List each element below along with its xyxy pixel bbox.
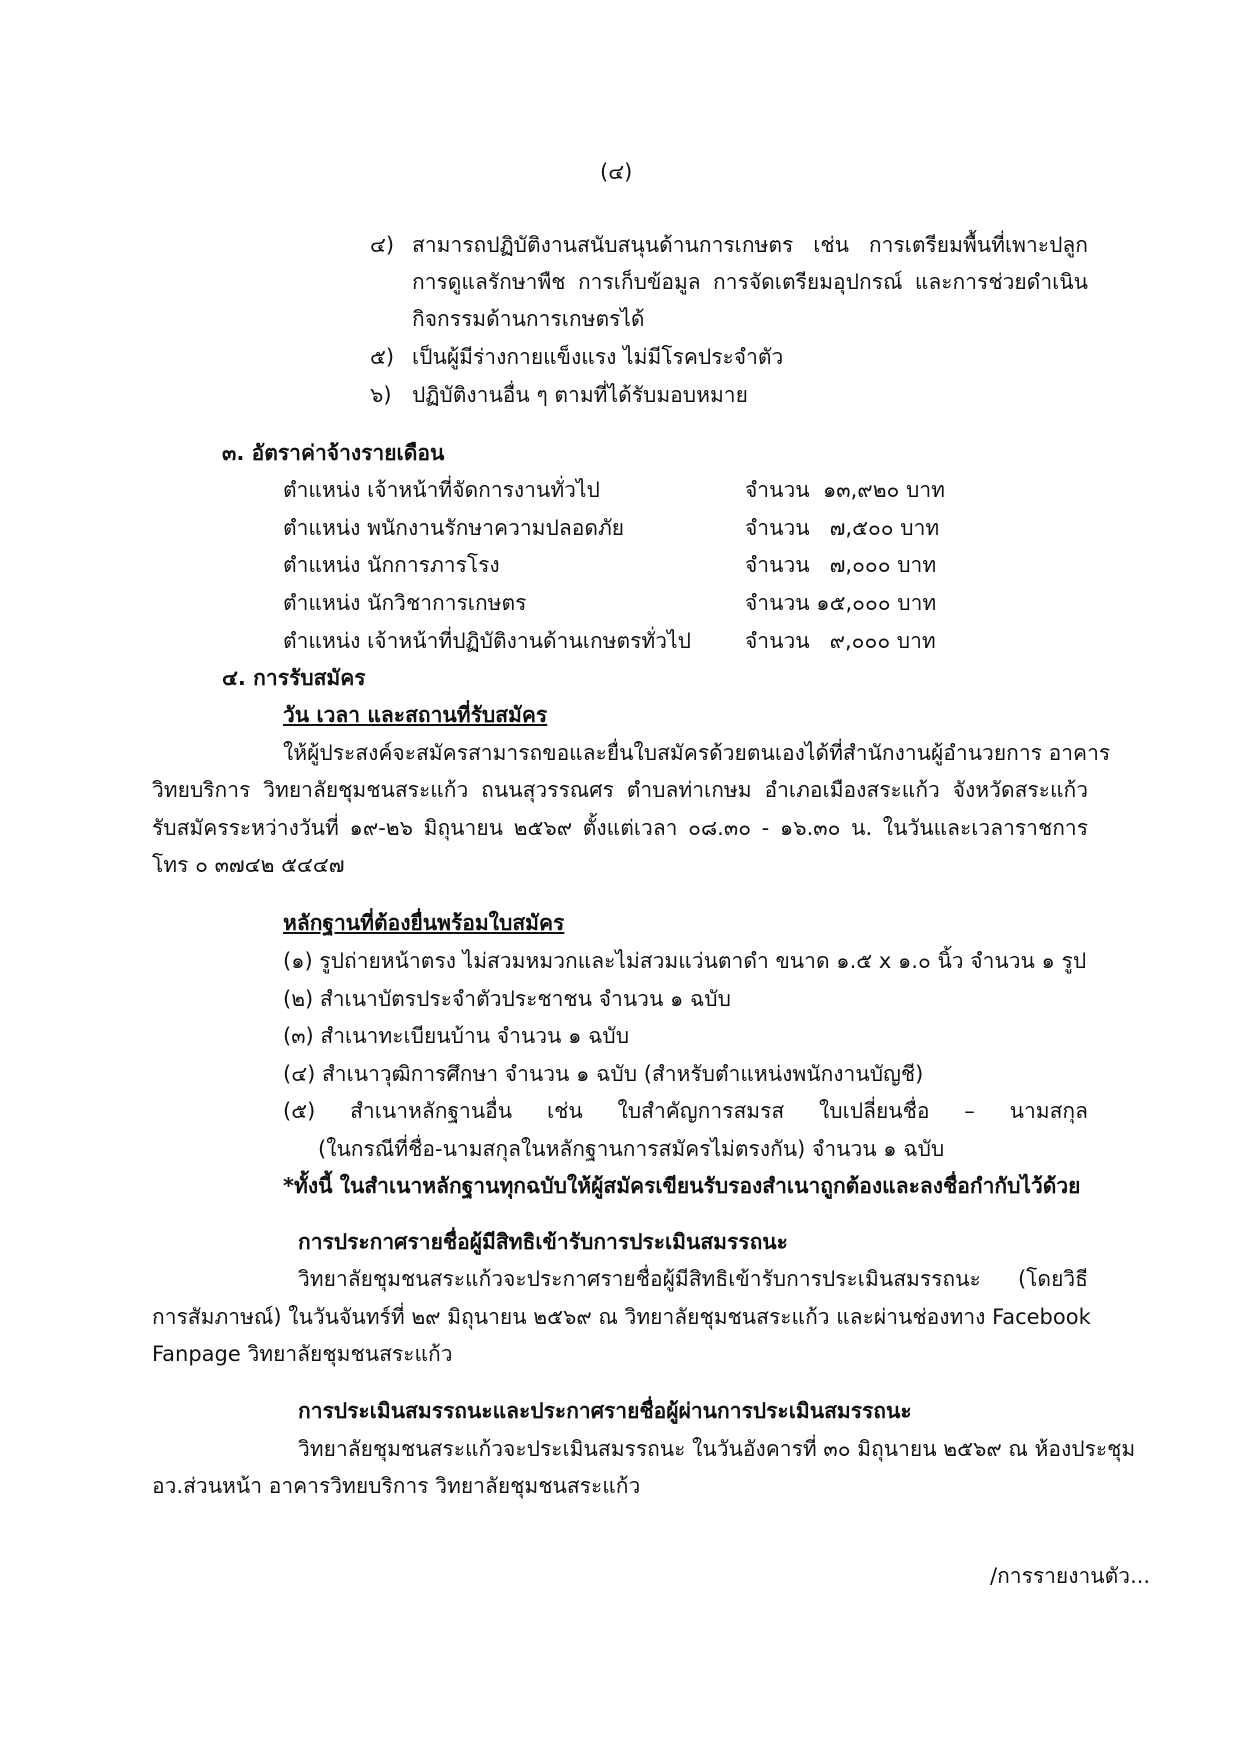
duty-4-line-2: การดูแลรักษาพืช การเก็บข้อมูล การจัดเตรียมอุปกรณ์ และการช่วยดำเนิน [412, 270, 1088, 294]
evidence-note: *ทั้งนี้ ในสำเนาหลักฐานทุกฉบับให้ผู้สมัครเขียนรับรองสำเนาถูกต้องและลงชื่อกำกับไว้ด้วย [283, 1174, 1081, 1198]
evidence-item-2: (๒) สำเนาบัตรประจำตัวประชาชน จำนวน ๑ ฉบับ [283, 987, 731, 1011]
evidence-heading: หลักฐานที่ต้องยื่นพร้อมใบสมัคร [283, 911, 565, 935]
announce-paragraph-line-1: วิทยาลัยชุมชนสระแก้วจะประกาศรายชื่อผู้มีสิทธิเข้ารับการประเมินสมรรถนะ (โดยวิธี [298, 1267, 1088, 1291]
salary-amount-2: จำนวน ๗,๕๐๐ บาท [745, 516, 940, 540]
duty-4-number: ๔) [370, 233, 395, 257]
salary-amount-3: จำนวน ๗,๐๐๐ บาท [745, 553, 937, 577]
announce-heading: การประกาศรายชื่อผู้มีสิทธิเข้ารับการประเมินสมรรถนะ [298, 1230, 788, 1254]
duty-5-line-1: เป็นผู้มีร่างกายแข็งแรง ไม่มีโรคประจำตัว [412, 345, 784, 369]
assess-heading: การประเมินสมรรถนะและประกาศรายชื่อผู้ผ่านการประเมินสมรรถนะ [298, 1399, 912, 1423]
duty-6-line-1: ปฏิบัติงานอื่น ๆ ตามที่ได้รับมอบหมาย [412, 383, 748, 407]
salary-position-5: ตำแหน่ง เจ้าหน้าที่ปฏิบัติงานด้านเกษตรทั่วไป [283, 629, 691, 653]
application-paragraph-line-1: ให้ผู้ประสงค์จะสมัครสามารถขอและยื่นใบสมัครด้วยตนเองได้ที่สำนักงานผู้อำนวยการ อาคาร [283, 741, 1111, 765]
duty-5-number: ๕) [370, 345, 395, 369]
evidence-item-5: (๕) สำเนาหลักฐานอื่น เช่น ใบสำคัญการสมรส ใบเปลี่ยนชื่อ – นามสกุล [283, 1099, 1088, 1123]
salary-position-3: ตำแหน่ง นักการภารโรง [283, 553, 500, 577]
continuation-marker: /การรายงานตัว... [990, 1564, 1151, 1588]
application-paragraph-line-2: วิทยบริการ วิทยาลัยชุมชนสระแก้ว ถนนสุวรรณศร ตำบลท่าเกษม อำเภอเมืองสระแก้ว จังหวัดสระแก้ว [152, 778, 1088, 802]
duty-4-line-1: สามารถปฏิบัติงานสนับสนุนด้านการเกษตร เช่น การเตรียมพื้นที่เพาะปลูก [412, 233, 1088, 257]
application-phone: โทร ๐ ๓๗๔๒ ๕๔๔๗ [152, 853, 345, 877]
salary-position-2: ตำแหน่ง พนักงานรักษาความปลอดภัย [283, 516, 625, 540]
announce-paragraph-line-2: การสัมภาษณ์) ในวันจันทร์ที่ ๒๙ มิถุนายน ๒๕๖๙ ณ วิทยาลัยชุมชนสระแก้ว และผ่านช่องทาง Facebook [152, 1305, 1091, 1329]
salary-position-4: ตำแหน่ง นักวิชาการเกษตร [283, 591, 527, 615]
announce-paragraph-line-3: Fanpage วิทยาลัยชุมชนสระแก้ว [152, 1342, 453, 1366]
duty-6-number: ๖) [370, 383, 392, 407]
page-number: (๔) [600, 160, 633, 184]
evidence-item-4: (๔) สำเนาวุฒิการศึกษา จำนวน ๑ ฉบับ (สำหรับตำแหน่งพนักงานบัญชี) [283, 1062, 924, 1086]
evidence-item-5-continued: (ในกรณีที่ชื่อ-นามสกุลในหลักฐานการสมัครไม่ตรงกัน) จำนวน ๑ ฉบับ [318, 1137, 945, 1161]
application-paragraph-line-3: รับสมัครระหว่างวันที่ ๑๙-๒๖ มิถุนายน ๒๕๖๙ ตั้งแต่เวลา ๐๘.๓๐ - ๑๖.๓๐ น. ในวันและเวลาราชการ [152, 816, 1088, 840]
section-3-heading: ๓. อัตราค่าจ้างรายเดือน [222, 441, 445, 465]
salary-amount-1: จำนวน ๑๓,๙๒๐ บาท [745, 478, 945, 502]
evidence-item-3: (๓) สำเนาทะเบียนบ้าน จำนวน ๑ ฉบับ [283, 1024, 630, 1048]
duty-4-line-3: กิจกรรมด้านการเกษตรได้ [412, 307, 645, 331]
salary-amount-4: จำนวน ๑๕,๐๐๐ บาท [745, 591, 937, 615]
salary-position-1: ตำแหน่ง เจ้าหน้าที่จัดการงานทั่วไป [283, 478, 600, 502]
evidence-item-1: (๑) รูปถ่ายหน้าตรง ไม่สวมหมวกและไม่สวมแว่นตาดำ ขนาด ๑.๕ x ๑.๐ นิ้ว จำนวน ๑ รูป [283, 949, 1087, 973]
assess-paragraph-line-2: อว.ส่วนหน้า อาคารวิทยบริการ วิทยาลัยชุมชนสระแก้ว [152, 1474, 641, 1498]
application-time-place-heading: วัน เวลา และสถานที่รับสมัคร [283, 703, 548, 727]
assess-paragraph-line-1: วิทยาลัยชุมชนสระแก้วจะประเมินสมรรถนะ ในวันอังคารที่ ๓๐ มิถุนายน ๒๕๖๙ ณ ห้องประชุม [298, 1437, 1136, 1461]
salary-amount-5: จำนวน ๙,๐๐๐ บาท [745, 629, 936, 653]
section-4-heading: ๔. การรับสมัคร [222, 666, 366, 690]
